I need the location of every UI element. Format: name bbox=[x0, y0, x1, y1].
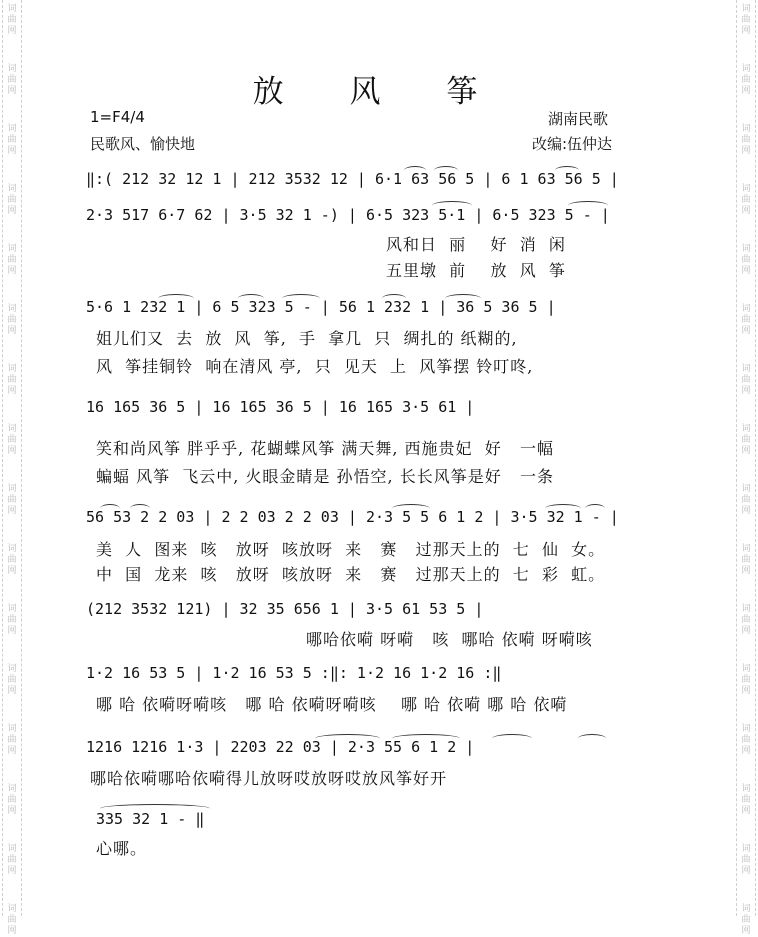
key-signature: 1=F4/4 bbox=[90, 108, 145, 126]
watermark-stamp: 词 曲 网 bbox=[741, 484, 751, 516]
lyric-line-2-verse-2: 五里墩 前 放 风 筝 bbox=[386, 261, 566, 280]
lyric-line-5-verse-2: 中 国 龙来 咳 放呀 咳放呀 来 赛 过那天上的 七 彩 虹。 bbox=[96, 565, 606, 584]
lyric-line-7: 哪 哈 依嗬呀嗬咳 哪 哈 依嗬呀嗬咳 哪 哈 依嗬 哪 哈 依嗬 bbox=[96, 695, 568, 714]
watermark-stamp: 词 曲 网 bbox=[7, 904, 17, 936]
lyric-line-8: 哪哈依嗬哪哈依嗬得儿放呀哎放呀哎放风筝好开 bbox=[90, 769, 448, 788]
watermark-stamp: 词 曲 网 bbox=[741, 244, 751, 276]
lyric-line-6: 哪哈依嗬 呀嗬 咳 哪哈 依嗬 呀嗬咳 bbox=[306, 630, 593, 649]
watermark-stamp: 词 曲 网 bbox=[741, 4, 751, 36]
watermark-stamp: 词 曲 网 bbox=[741, 364, 751, 396]
watermark-stamp: 词 曲 网 bbox=[7, 424, 17, 456]
watermark-stamp: 词 曲 网 bbox=[741, 124, 751, 156]
slur-mark bbox=[432, 201, 472, 210]
watermark-strip-right bbox=[736, 0, 756, 936]
slur-mark bbox=[445, 294, 481, 303]
slur-mark bbox=[100, 804, 210, 813]
notation-line-9: 335 32 1 - ‖ bbox=[96, 810, 205, 828]
slur-mark bbox=[315, 734, 380, 743]
slur-mark bbox=[282, 294, 320, 303]
slur-mark bbox=[578, 734, 606, 743]
watermark-stamp: 词 曲 网 bbox=[7, 4, 17, 36]
notation-line-6: (212 3532 121) | 32 35 656 1 | 3·5 61 53 5 | bbox=[86, 600, 484, 618]
song-origin: 湖南民歌 bbox=[548, 110, 609, 128]
lyric-line-5-verse-1: 美 人 图来 咳 放呀 咳放呀 来 赛 过那天上的 七 仙 女。 bbox=[96, 540, 606, 559]
watermark-stamp: 词 曲 网 bbox=[7, 544, 17, 576]
slur-mark bbox=[555, 166, 579, 175]
notation-line-5: 56 53 2 2 03 | 2 2 03 2 2 03 | 2·3 5 5 6 1 2 | 3·5 32 1 - | bbox=[86, 508, 619, 526]
slur-mark bbox=[404, 166, 426, 175]
watermark-stamp: 词 曲 网 bbox=[741, 724, 751, 756]
watermark-stamp: 词 曲 网 bbox=[7, 604, 17, 636]
slur-mark bbox=[158, 294, 194, 303]
watermark-stamp: 词 曲 网 bbox=[741, 844, 751, 876]
watermark-stamp: 词 曲 网 bbox=[7, 844, 17, 876]
watermark-stamp: 词 曲 网 bbox=[741, 424, 751, 456]
watermark-stamp: 词 曲 网 bbox=[7, 724, 17, 756]
notation-line-4: 16 165 36 5 | 16 165 36 5 | 16 165 3·5 61 | bbox=[86, 398, 475, 416]
lyric-line-9: 心哪。 bbox=[96, 839, 148, 858]
slur-mark bbox=[238, 294, 264, 303]
lyric-line-4-verse-2: 蝙蝠 风筝 飞云中, 火眼金睛是 孙悟空, 长长风筝是好 一条 bbox=[96, 467, 554, 486]
slur-mark bbox=[382, 294, 406, 303]
notation-line-2: 2·3 517 6·7 62 | 3·5 32 1 -) | 6·5 323 5·1 | 6·5 323 5 - | bbox=[86, 206, 610, 224]
watermark-stamp: 词 曲 网 bbox=[741, 184, 751, 216]
notation-line-1: ‖:( 212 32 12 1 | 212 3532 12 | 6·1 63 56 5 | 6 1 63 56 5 | bbox=[86, 170, 619, 188]
slur-mark bbox=[545, 504, 581, 513]
lyric-line-3-verse-1: 姐儿们又 去 放 风 筝, 手 拿几 只 绸扎的 纸糊的, bbox=[96, 329, 518, 348]
lyric-line-4-verse-1: 笑和尚风筝 胖乎乎, 花蝴蝶风筝 满天舞, 西施贵妃 好 一幅 bbox=[96, 439, 554, 458]
watermark-stamp: 词 曲 网 bbox=[7, 484, 17, 516]
watermark-stamp: 词 曲 网 bbox=[741, 64, 751, 96]
slur-mark bbox=[392, 504, 430, 513]
watermark-stamp: 词 曲 网 bbox=[741, 604, 751, 636]
tempo-marking: 民歌风、愉快地 bbox=[90, 135, 196, 153]
watermark-stamp: 词 曲 网 bbox=[7, 184, 17, 216]
notation-line-3: 5·6 1 232 1 | 6 5 323 5 - | 56 1 232 1 | 36 5 36 5 | bbox=[86, 298, 556, 316]
watermark-strip-left bbox=[2, 0, 22, 936]
watermark-stamp: 词 曲 网 bbox=[7, 784, 17, 816]
watermark-stamp: 词 曲 网 bbox=[7, 64, 17, 96]
watermark-stamp: 词 曲 网 bbox=[7, 304, 17, 336]
watermark-stamp: 词 曲 网 bbox=[741, 904, 751, 936]
arranger-credit: 改编:伍仲达 bbox=[532, 135, 613, 153]
slur-mark bbox=[585, 504, 605, 513]
watermark-stamp: 词 曲 网 bbox=[7, 244, 17, 276]
watermark-stamp: 词 曲 网 bbox=[7, 364, 17, 396]
watermark-stamp: 词 曲 网 bbox=[7, 664, 17, 696]
lyric-line-2-verse-1: 风和日 丽 好 消 闲 bbox=[386, 235, 566, 254]
slur-mark bbox=[434, 166, 458, 175]
notation-line-8: 1216 1216 1·3 | 2203 22 03 | 2·3 55 6 1 2 | bbox=[86, 738, 475, 756]
watermark-stamp: 词 曲 网 bbox=[741, 544, 751, 576]
slur-mark bbox=[492, 734, 532, 743]
slur-mark bbox=[392, 734, 460, 743]
watermark-stamp: 词 曲 网 bbox=[741, 784, 751, 816]
song-title: 放 风 筝 bbox=[252, 74, 506, 110]
watermark-stamp: 词 曲 网 bbox=[741, 664, 751, 696]
slur-mark bbox=[130, 504, 150, 513]
notation-line-7: 1·2 16 53 5 | 1·2 16 53 5 :‖: 1·2 16 1·2 16 :‖ bbox=[86, 664, 502, 682]
slur-mark bbox=[100, 504, 120, 513]
slur-mark bbox=[568, 201, 608, 210]
watermark-stamp: 词 曲 网 bbox=[7, 124, 17, 156]
watermark-stamp: 词 曲 网 bbox=[741, 304, 751, 336]
lyric-line-3-verse-2: 风 筝挂铜铃 响在清风 亭, 只 见天 上 风筝摆 铃叮咚, bbox=[96, 357, 534, 376]
